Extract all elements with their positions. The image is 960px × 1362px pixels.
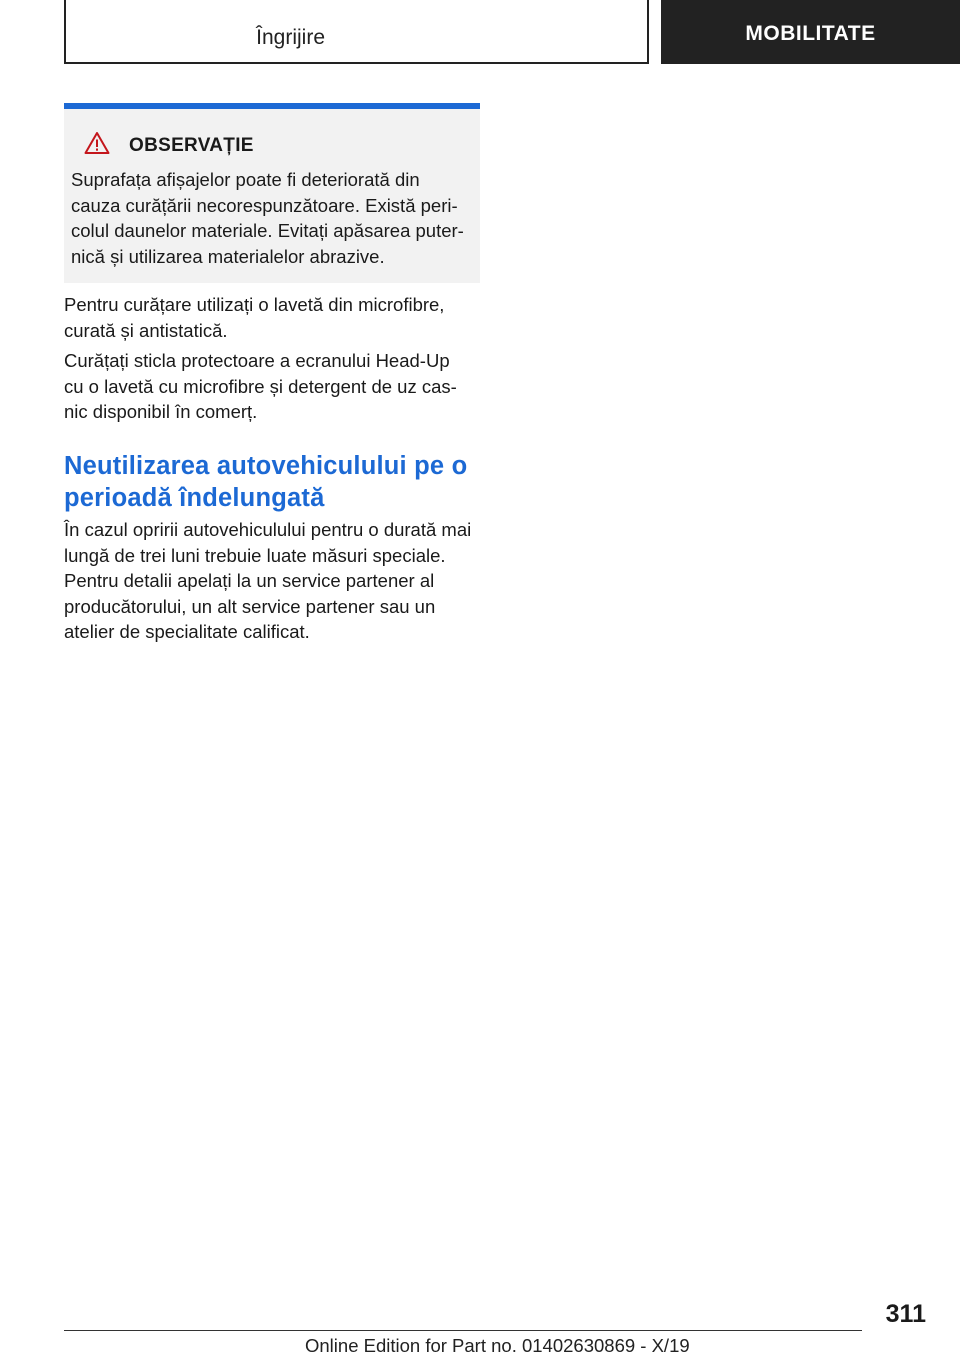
notice-line: cauza curățării necorespunzătoare. Există peri- <box>71 194 458 216</box>
notice-text <box>71 167 471 269</box>
section-body-line: lungă de trei luni trebuie luate măsuri speciale. <box>64 544 446 566</box>
header-chapter-tab[interactable]: MOBILITATE <box>661 0 960 64</box>
header-section-title: Îngrijire <box>256 26 325 49</box>
notice-line: nică și utilizarea materialelor abrazive. <box>71 245 385 267</box>
notice-box <box>64 103 480 283</box>
paragraph-cleaning-cloth <box>64 292 484 343</box>
notice-title: OBSERVAȚIE <box>129 134 254 156</box>
paragraph-line: Curățați sticla protectoare a ecranului Head-Up <box>64 350 450 371</box>
paragraph-head-up-glass <box>64 348 484 425</box>
section-body-line: atelier de specialitate calificat. <box>64 621 310 642</box>
section-body-line: În cazul opririi autovehiculului pentru o durată mai <box>64 519 472 540</box>
notice-header <box>84 131 254 160</box>
page-number: 311 <box>885 1300 926 1328</box>
warning-triangle-icon <box>84 131 110 160</box>
footer-divider <box>64 1330 862 1331</box>
paragraph-line: nic disponibil în comerț. <box>64 401 258 422</box>
section-heading <box>64 450 484 514</box>
paragraph-line: Pentru curățare utilizați o lavetă din microfibre, <box>64 294 445 315</box>
paragraph-line: cu o lavetă cu microfibre și detergent de uz cas- <box>64 375 457 397</box>
heading-line: perioadă îndelungată <box>64 484 325 512</box>
paragraph-line: curată și antistatică. <box>64 319 228 341</box>
header-box <box>64 0 649 64</box>
section-body-line: Pentru detalii apelați la un service partener al <box>64 570 435 591</box>
heading-line: Neutilizarea autovehiculului pe o <box>64 452 468 480</box>
footer-edition-text: Online Edition for Part no. 01402630869 - X/19 <box>305 1335 690 1356</box>
section-body <box>64 517 484 645</box>
section-body-line: producătorului, un alt service partener sau un <box>64 595 436 617</box>
notice-line: colul daunelor materiale. Evitați apăsarea puter- <box>71 220 464 241</box>
notice-line: Suprafața afișajelor poate fi deteriorată din <box>71 169 420 190</box>
